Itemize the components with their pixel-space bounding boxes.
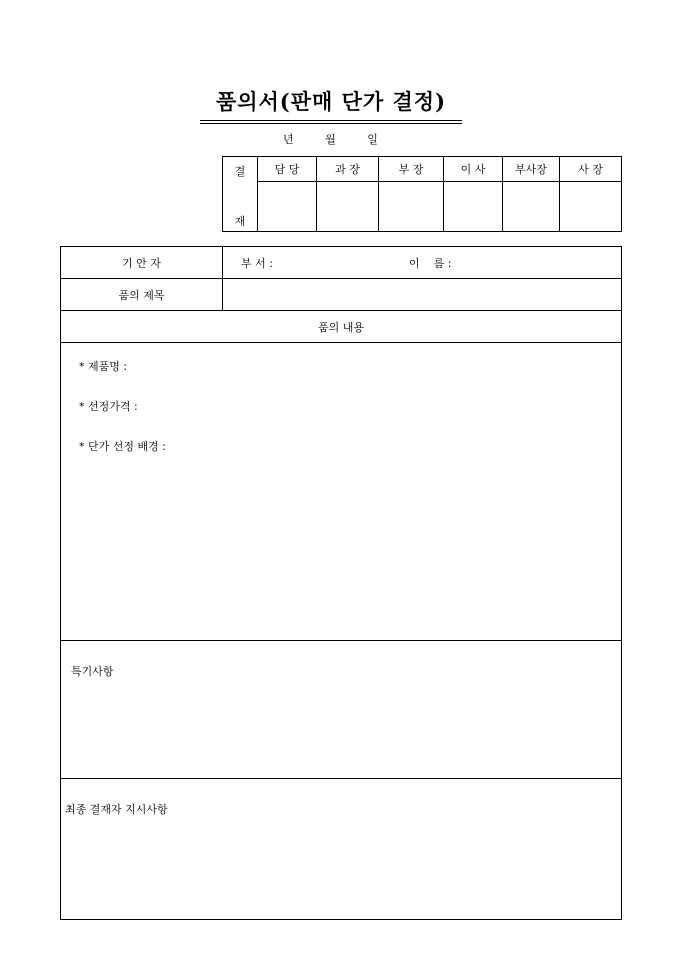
date-line xyxy=(283,131,378,147)
drafter-label: 기 안 자 xyxy=(61,247,223,279)
final-instructions-label: 최종 결재자 지시사항 xyxy=(65,803,168,816)
content-area[interactable] xyxy=(61,343,622,641)
content-header: 품의 내용 xyxy=(61,311,622,343)
signature-box-vice-president[interactable] xyxy=(503,182,560,232)
signature-box-dept-head[interactable] xyxy=(379,182,444,232)
role-vice-president: 부사장 xyxy=(503,157,560,182)
subject-label: 품의 제목 xyxy=(61,279,223,311)
subject-field[interactable] xyxy=(223,279,622,311)
pricing-background-item: * 단가 선정 배경 : xyxy=(79,440,166,453)
special-notes-area[interactable] xyxy=(61,641,622,779)
signature-box-section-chief[interactable] xyxy=(317,182,379,232)
dept-label: 부 서 : xyxy=(241,256,273,270)
title-underline-double xyxy=(200,123,462,124)
name-label: 이 름 : xyxy=(409,256,452,270)
title-underline xyxy=(200,120,462,121)
signature-box-staff[interactable] xyxy=(258,182,317,232)
month-label: 월 xyxy=(325,133,336,146)
approval-table xyxy=(222,156,622,232)
role-staff: 담 당 xyxy=(258,157,317,182)
product-name-item: * 제품명 : xyxy=(79,360,128,373)
proposal-form xyxy=(60,246,622,920)
role-president: 사 장 xyxy=(560,157,622,182)
page-title: 품의서(판매 단가 결정) xyxy=(215,89,447,114)
approval-side-label: 결 재 xyxy=(223,157,258,232)
role-section-chief: 과 장 xyxy=(317,157,379,182)
year-label: 년 xyxy=(283,133,294,146)
day-label: 일 xyxy=(367,133,378,146)
role-dept-head: 부 장 xyxy=(379,157,444,182)
special-notes-label: 특기사항 xyxy=(71,665,114,678)
selected-price-item: * 선정가격 : xyxy=(79,400,138,413)
role-director: 이 사 xyxy=(444,157,503,182)
final-instructions-area[interactable] xyxy=(61,779,622,920)
signature-box-president[interactable] xyxy=(560,182,622,232)
signature-box-director[interactable] xyxy=(444,182,503,232)
drafter-field[interactable] xyxy=(223,247,622,279)
